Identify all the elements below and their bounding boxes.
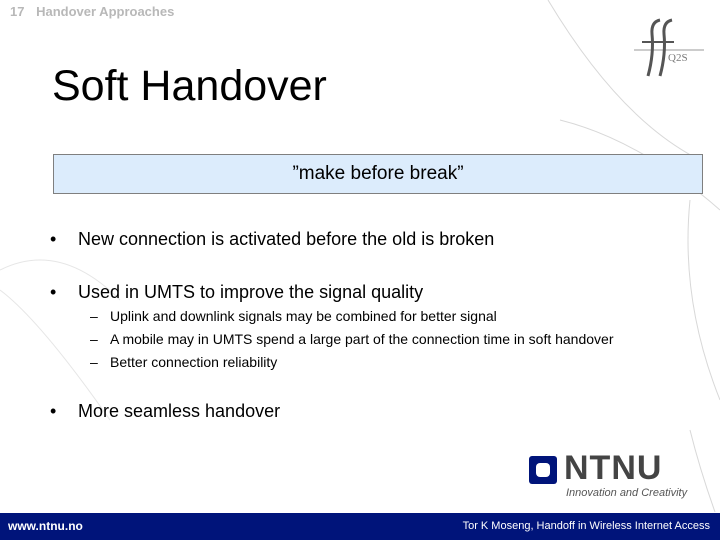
sub-bullet-item: [90, 354, 277, 370]
bullet-item: [50, 401, 280, 422]
sub-bullet-marker: –: [90, 308, 98, 324]
sub-bullet-marker: –: [90, 331, 98, 347]
bullet-marker: •: [50, 282, 57, 302]
ntnu-logo-tagline: Innovation and Creativity: [566, 487, 688, 499]
quote-text: ”make before break”: [292, 163, 464, 184]
ntnu-logo: [528, 451, 708, 505]
ntnu-logo-icon: [528, 455, 558, 485]
footer-credit: Tor K Moseng, Handoff in Wireless Internet Access: [462, 520, 710, 532]
page-title: Soft Handover: [52, 62, 327, 110]
q2s-logo-icon: [630, 14, 710, 86]
footer-url[interactable]: www.ntnu.no: [8, 519, 83, 533]
footer-bar: [0, 513, 720, 540]
sub-bullet-text: Uplink and downlink signals may be combined for better signal: [110, 308, 497, 324]
section-title: Handover Approaches: [36, 4, 175, 19]
quote-box: [53, 154, 703, 194]
bullet-text: Used in UMTS to improve the signal quality: [78, 282, 424, 302]
bullet-text: New connection is activated before the old is broken: [78, 229, 495, 249]
q2s-logo-text: Q2S: [668, 52, 688, 64]
sub-bullet-item: [90, 308, 497, 324]
slide-header: [10, 4, 174, 19]
sub-bullet-text: A mobile may in UMTS spend a large part of the connection time in soft handover: [110, 331, 614, 347]
sub-bullet-marker: –: [90, 354, 98, 370]
bullet-marker: •: [50, 401, 57, 421]
bullet-item: [50, 282, 423, 303]
slide-number: 17: [10, 4, 25, 19]
bullet-text: More seamless handover: [78, 401, 281, 421]
ntnu-logo-name: NTNU: [564, 449, 663, 487]
bullet-marker: •: [50, 229, 57, 249]
sub-bullet-item: [90, 331, 614, 347]
bullet-item: [50, 229, 494, 250]
sub-bullet-text: Better connection reliability: [110, 354, 278, 370]
